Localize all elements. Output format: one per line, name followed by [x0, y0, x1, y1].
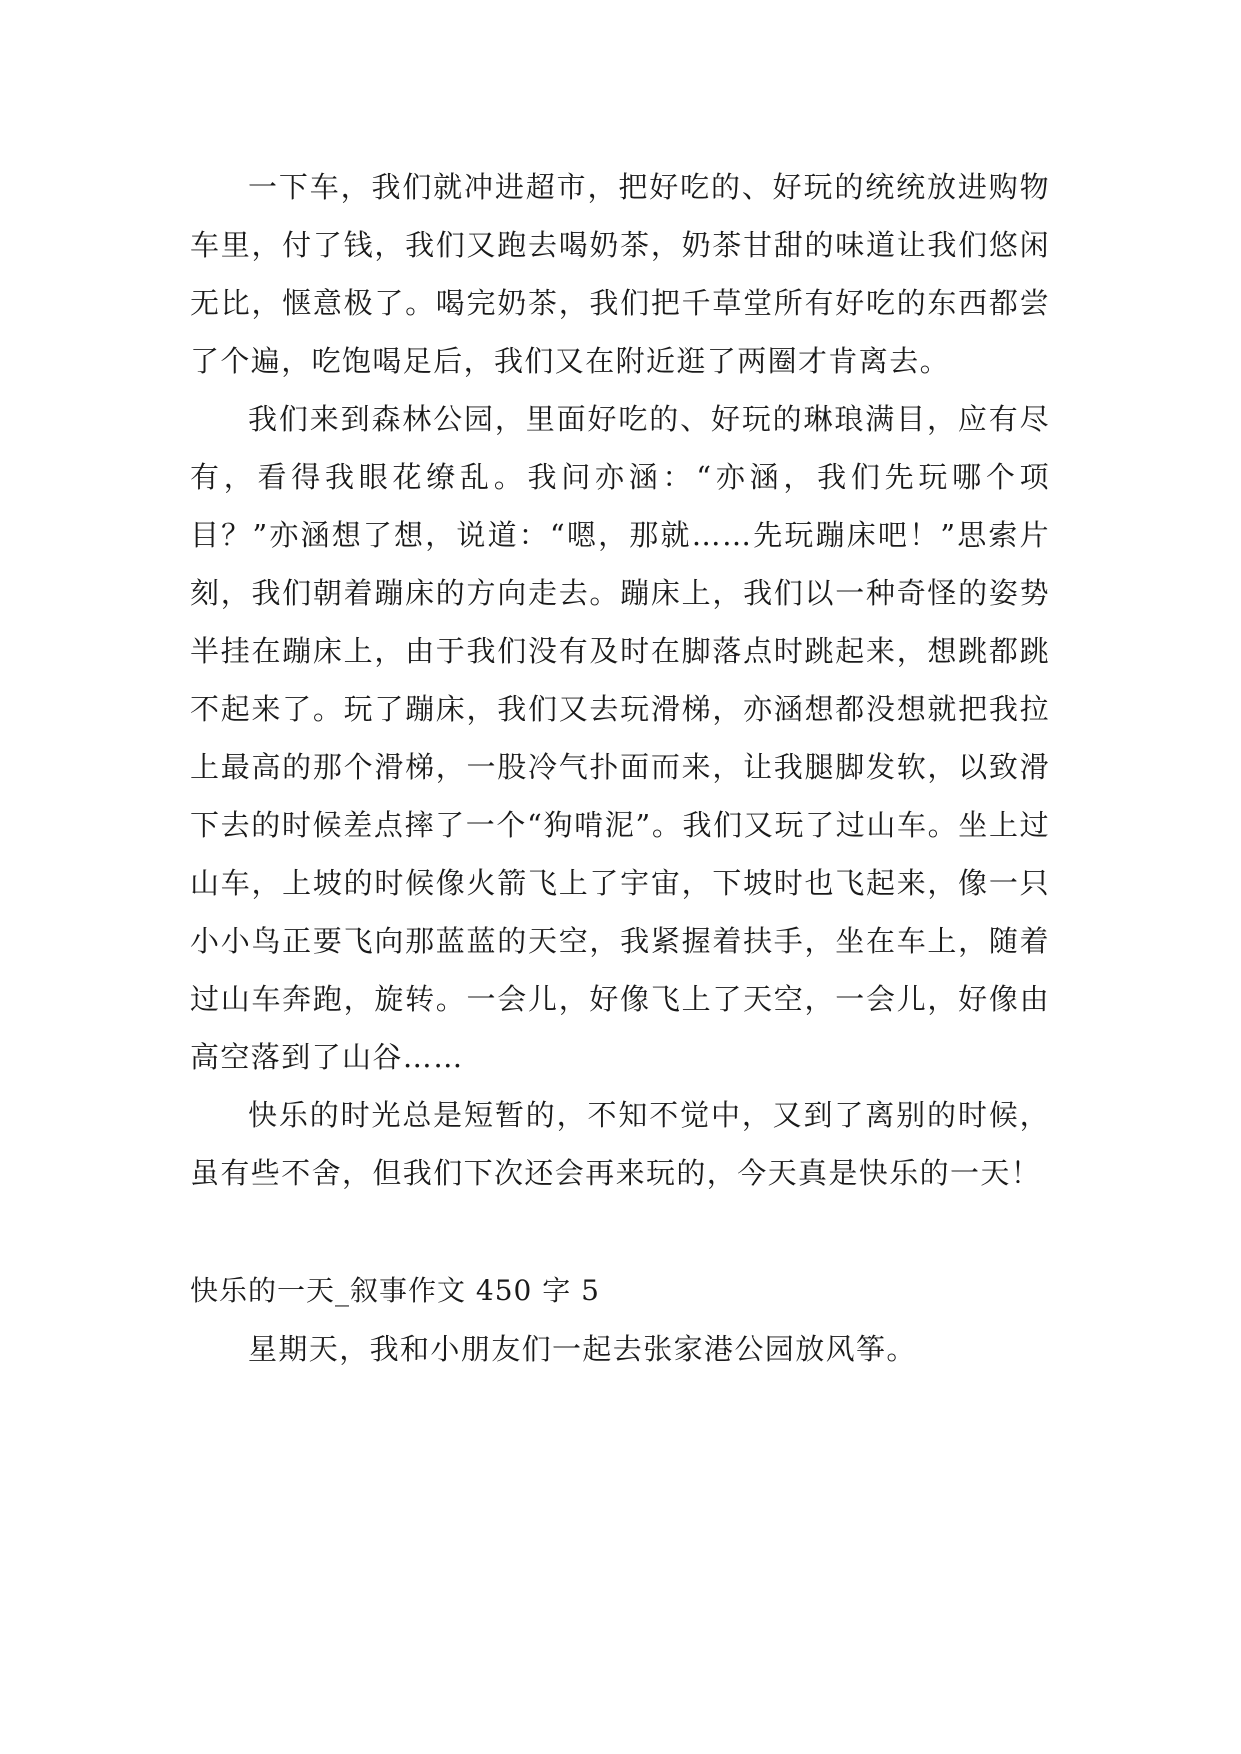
paragraph-supermarket: 一下车，我们就冲进超市，把好吃的、好玩的统统放进购物车里，付了钱，我们又跑去喝奶茶，奶茶甘甜的味道让我们悠闲无比，惬意极了。喝完奶茶，我们把千草堂所有好吃的东西都尝了个遍，吃饱喝足后，我们又在附近逛了两圈才肯离去。 [190, 170, 1050, 378]
section-title: 快乐的一天_叙事作文 450 字 5 [190, 1274, 600, 1307]
paragraph-forest-park: 我们来到森林公园，里面好吃的、好玩的琳琅满目，应有尽有，看得我眼花缭乱。我问亦涵：“亦涵，我们先玩哪个项目？”亦涵想了想，说道：“嗯，那就……先玩蹦床吧！”思索片刻，我们朝着蹦床的方向走去。蹦床上，我们以一种奇怪的姿势半挂在蹦床上，由于我们没有及时在脚落点时跳起来，想跳都跳不起来了。玩了蹦床，我们又去玩滑梯，亦涵想都没想就把我拉上最高的那个滑梯，一股冷气扑面而来，让我腿脚发软，以致滑下去的时候差点摔了一个“狗啃泥”。我们又玩了过山车。坐上过山车，上坡的时候像火箭飞上了宇宙，下坡时也飞起来，像一只小小鸟正要飞向那蓝蓝的天空，我紧握着扶手，坐在车上，随着过山车奔跑，旋转。一会儿，好像飞上了天空，一会儿，好像由高空落到了山谷…… [190, 402, 1050, 1074]
paragraph-farewell: 快乐的时光总是短暂的，不知不觉中，又到了离别的时候，虽有些不舍，但我们下次还会再来玩的，今天真是快乐的一天！ [190, 1098, 1050, 1190]
paragraph-kite-flying: 星期天，我和小朋友们一起去张家港公园放风筝。 [248, 1332, 917, 1366]
document-body [190, 158, 1050, 1378]
